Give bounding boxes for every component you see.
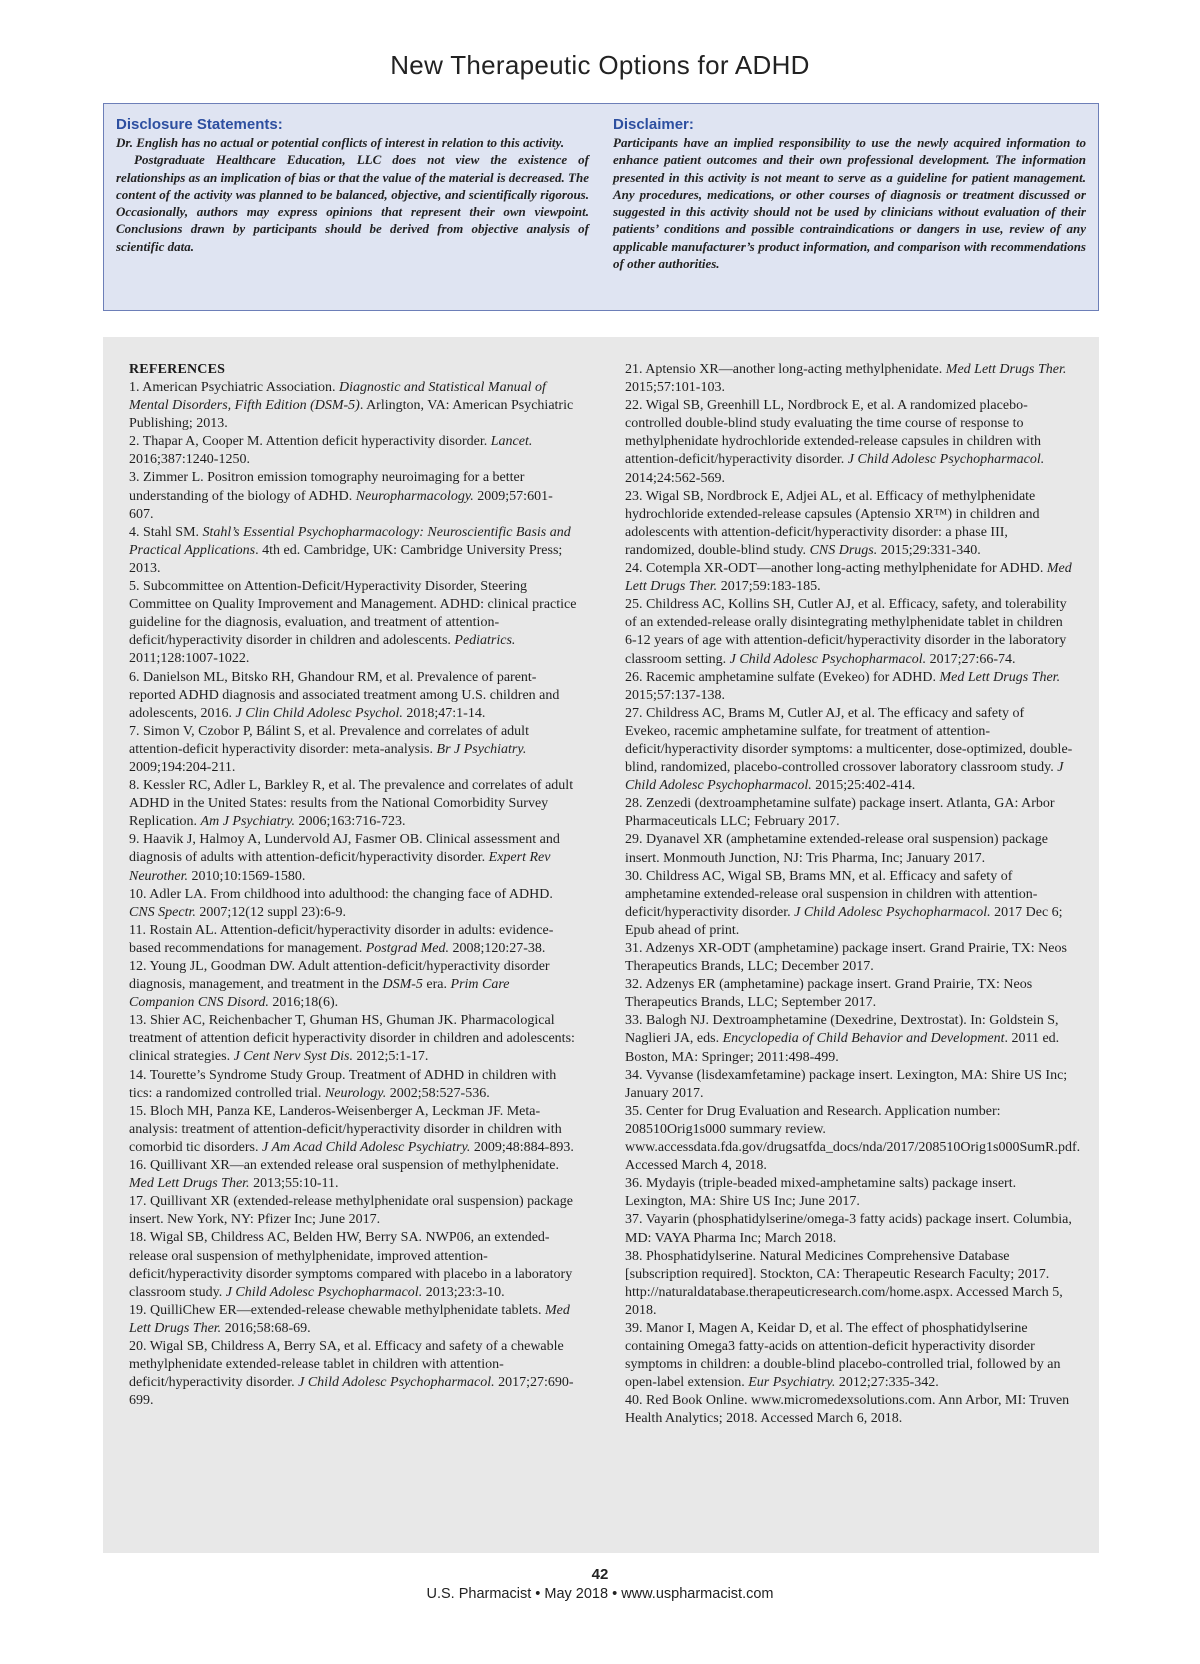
disclaimer (601, 116, 1086, 300)
reference-text: 2014;24:562-569. (625, 470, 725, 486)
reference-item (129, 379, 577, 433)
reference-journal: Neuropharmacology. (355, 488, 474, 504)
reference-item (625, 1067, 1073, 1103)
reference-journal: Am J Psychiatry. (200, 814, 296, 830)
references-heading: REFERENCES (129, 362, 226, 377)
reference-item (625, 868, 1073, 940)
reference-item (625, 1103, 1081, 1175)
footer: U.S. Pharmacist • May 2018 • www.uspharmacist.com (426, 1586, 774, 1602)
reference-text: 22. Wigal SB, Greenhill LL, Nordbrock E, et al. A randomized placebo-controlled double-blind study evaluating the time course of response to methylphenidate hydrochloride extended-release capsules in children with attention-deficit/hyperactivity disorder. (625, 398, 1041, 468)
disclosure-paragraph-2: Postgraduate Healthcare Education, LLC does not view the existence of relationships as an implication of bias or that the value of the material is decreased. The content of the activity was planned to be balanced, objective, and scientifically rigorous. Occasionally, authors may express opinions that represent their own viewpoint. Conclusions drawn by participants should be derived from objective analysis of scientific data. (116, 152, 589, 254)
page-number: 42 (591, 1566, 609, 1583)
reference-text: 2017 Dec 6; Epub ahead of print. (625, 904, 1063, 938)
reference-item (625, 705, 1073, 795)
reference-journal: CNS Drugs. (809, 542, 878, 558)
reference-item (625, 795, 1073, 831)
reference-text: 40. Red Book Online. www.micromedexsolutions.com. Ann Arbor, MI: Truven Health Analytics; 2018. Accessed March 6, 2018. (625, 1393, 1070, 1427)
reference-text: 2009;194:204-211. (129, 759, 236, 775)
reference-text: 12. Young JL, Goodman DW. Adult attention-deficit/hyperactivity disorder diagnosis, management, and treatment in the (129, 959, 550, 993)
reference-text: 13. Shier AC, Reichenbacher T, Ghuman HS, Ghuman JK. Pharmacological treatment of attention deficit hyperactivity disorder in children and adolescents: clinical strategies. (129, 1013, 575, 1065)
disclosure-heading: Disclosure Statements: (116, 116, 283, 133)
reference-item (625, 831, 1073, 867)
reference-journal: Med Lett Drugs Ther. (129, 1302, 570, 1336)
reference-item (129, 831, 577, 885)
reference-item (625, 1392, 1073, 1428)
reference-text: 38. Phosphatidylserine. Natural Medicines Comprehensive Database [subscription required]. Stockton, CA: Therapeutic Research Faculty; 2017. http://naturaldatabase.therapeuticresearch.com/home.aspx. Accessed March 5, 2018. (625, 1248, 1063, 1318)
reference-item (625, 976, 1073, 1012)
reference-item (129, 433, 577, 469)
reference-journal: Postgrad Med. (365, 940, 449, 956)
reference-journal: DSM-5 (382, 977, 423, 993)
reference-journal: Med Lett Drugs Ther. (625, 561, 1072, 595)
reference-text: 2006;163:716-723. (295, 814, 406, 830)
reference-journal: Med Lett Drugs Ther. (129, 1176, 250, 1192)
reference-text: 2009;48:884-893. (470, 1139, 574, 1155)
reference-text: 35. Center for Drug Evaluation and Research. Application number: 208510Orig1s000 summary review. www.accessdata.fda.gov/drugsatfda_docs/nda/2017/208510Orig1s000SumR.pdf. Accessed March 4, 2018. (625, 1103, 1081, 1174)
reference-item (129, 1067, 577, 1103)
disclosure-statements (116, 116, 601, 300)
reference-journal: Expert Rev Neurother. (129, 850, 551, 884)
reference-journal: Eur Psychiatry. (748, 1375, 836, 1391)
reference-text: 2012;5:1-17. (352, 1049, 429, 1065)
reference-text: 32. Adzenys ER (amphetamine) package insert. Grand Prairie, TX: Neos Therapeutics Brands, LLC; September 2017. (625, 977, 1033, 1011)
reference-text: 23. Wigal SB, Nordbrock E, Adjei AL, et al. Efficacy of methylphenidate hydrochloride extended-release capsules (Aptensio XR™) in children and adolescents with attention-deficit/hyperactivity disorder: a phase III, randomized, double-blind study. (625, 488, 1040, 558)
reference-journal: Diagnostic and Statistical Manual of Mental Disorders, Fifth Edition (DSM-5) (129, 380, 546, 414)
reference-text: 25. Childress AC, Kollins SH, Cutler AJ, et al. Efficacy, safety, and tolerability of an extended-release orally disintegrating methylphenidate tablet in children 6-12 years of age with attention-deficit/hyperactivity disorder in the laboratory classroom setting. (625, 597, 1067, 667)
reference-item (129, 524, 577, 578)
reference-text: 39. Manor I, Magen A, Keidar D, et al. The effect of phosphatidylserine containing Omega3 fatty-acids on attention-deficit hyperactivity disorder symptoms in children: a double-blind placebo-controlled trial, followed by an open-label extension. (625, 1320, 1061, 1391)
reference-text: 2016;387:1240-1250. (129, 452, 250, 468)
reference-text: 2017;27:690-699. (129, 1375, 574, 1409)
reference-journal: J Child Adolesc Psychopharmacol. (298, 1375, 495, 1391)
reference-journal: J Am Acad Child Adolesc Psychiatry. (261, 1139, 471, 1155)
reference-item (129, 958, 577, 1012)
reference-text: 17. Quillivant XR (extended-release methylphenidate oral suspension) package insert. New York, NY: Pfizer Inc; June 2017. (129, 1194, 573, 1228)
reference-text: 24. Cotempla XR-ODT—another long-acting methylphenidate for ADHD. (625, 561, 1047, 577)
reference-text: 2010;10:1569-1580. (187, 868, 306, 884)
reference-text: 2015;25:402-414. (811, 778, 916, 794)
disclaimer-heading: Disclaimer: (613, 116, 694, 133)
references-column-right (601, 361, 1081, 1553)
reference-text: 4. Stahl SM. (129, 524, 203, 540)
reference-text: 2007;12(12 suppl 23):6-9. (195, 904, 346, 920)
reference-text: 2016;18(6). (268, 995, 339, 1011)
reference-journal: Neurology. (324, 1085, 387, 1101)
reference-item (129, 1338, 577, 1410)
reference-journal: Med Lett Drugs Ther. (945, 362, 1067, 377)
reference-text: 2013;23:3-10. (422, 1284, 505, 1300)
reference-text: 19. QuilliChew ER—extended-release chewable methylphenidate tablets. (129, 1302, 545, 1318)
reference-text: 28. Zenzedi (dextroamphetamine sulfate) package insert. Atlanta, GA: Arbor Pharmaceuticals LLC; February 2017. (625, 796, 1055, 830)
reference-journal: J Child Adolesc Psychopharmacol. (847, 452, 1045, 468)
reference-text: 14. Tourette’s Syndrome Study Group. Treatment of ADHD in children with tics: a randomized controlled trial. (129, 1067, 557, 1101)
reference-journal: Stahl’s Essential Psychopharmacology: Neuroscientific Basis and Practical Applications (129, 524, 571, 558)
reference-journal: J Cent Nerv Syst Dis. (233, 1049, 353, 1065)
reference-text: 27. Childress AC, Brams M, Cutler AJ, et al. The efficacy and safety of Evekeo, racemic amphetamine sulfate, for treatment of attention-deficit/hyperactivity disorder symptoms: a multicenter, dose-optimized, double-blind, randomized, placebo-controlled crossover laboratory classroom study. (625, 705, 1073, 776)
reference-item (129, 1012, 577, 1066)
reference-item (129, 469, 577, 523)
reference-text: 11. Rostain AL. Attention-deficit/hyperactivity disorder in adults: evidence-based recommendations for management. (129, 922, 554, 956)
reference-journal: J Child Adolesc Psychopharmacol. (729, 651, 927, 667)
disclosure-box (103, 103, 1099, 311)
reference-journal: Br J Psychiatry. (436, 741, 527, 757)
reference-text: 21. Aptensio XR—another long-acting methylphenidate. (625, 362, 946, 377)
reference-text: 2015;57:137-138. (625, 687, 725, 703)
reference-text: 2018;47:1-14. (402, 705, 486, 721)
reference-item (625, 1012, 1073, 1066)
reference-text: 8. Kessler RC, Adler L, Barkley R, et al. The prevalence and correlates of adult ADHD in the United States: results from the National Comorbidity Survey Replication. (129, 778, 574, 830)
reference-item (129, 578, 577, 668)
reference-item (129, 1157, 577, 1193)
reference-item (625, 1320, 1073, 1392)
reference-text: 15. Bloch MH, Panza KE, Landeros-Weisenberger A, Leckman JF. Meta-analysis: treatment of attention-deficit/hyperactivity disorder in children with comorbid tic disorders. (129, 1103, 562, 1155)
reference-text: 33. Balogh NJ. Dextroamphetamine (Dexedrine, Dextrostat). In: Goldstein S, Naglieri JA, eds. (625, 1013, 1059, 1047)
disclosure-paragraph-1: Dr. English has no actual or potential conflicts of interest in relation to this activity. (116, 135, 565, 150)
reference-item (129, 669, 577, 723)
reference-item (625, 940, 1073, 976)
reference-item (129, 723, 577, 777)
reference-item (129, 1103, 577, 1157)
reference-item (129, 1302, 577, 1338)
reference-text: 7. Simon V, Czobor P, Bálint S, et al. Prevalence and correlates of adult attention-deficit hyperactivity disorder: meta-analysis. (129, 723, 529, 757)
reference-text: 2015;57:101-103. (625, 380, 725, 396)
page-title: New Therapeutic Options for ADHD (390, 50, 810, 80)
reference-journal: J Child Adolesc Psychopharmacol. (794, 904, 991, 920)
reference-item (625, 488, 1073, 560)
reference-text: 2. Thapar A, Cooper M. Attention deficit hyperactivity disorder. (129, 434, 491, 450)
reference-text: 37. Vayarin (phosphatidylserine/omega-3 fatty acids) package insert. Columbia, MD: VAYA Pharma Inc; March 2018. (625, 1212, 1072, 1246)
reference-text: 2017;59:183-185. (717, 579, 821, 595)
reference-text: 2011;128:1007-1022. (129, 651, 250, 667)
reference-journal: Lancet. (490, 434, 533, 450)
reference-journal: CNS Spectr. (129, 904, 196, 920)
reference-journal: Encyclopedia of Child Behavior and Development (722, 1031, 1005, 1047)
reference-text: . 4th ed. Cambridge, UK: Cambridge University Press; 2013. (129, 542, 563, 576)
reference-text: 36. Mydayis (triple-beaded mixed-amphetamine salts) package insert. Lexington, MA: Shire US Inc; June 2017. (625, 1176, 1017, 1210)
reference-item (625, 361, 1073, 397)
reference-text: . 2011 ed. Boston, MA: Springer; 2011:498-499. (625, 1031, 1060, 1065)
reference-text: 2016;58:68-69. (221, 1320, 311, 1336)
reference-text: 30. Childress AC, Wigal SB, Brams MN, et al. Efficacy and safety of amphetamine extended-release oral suspension in children with attention-deficit/hyperactivity disorder. (625, 868, 1038, 920)
references-column-left (129, 361, 601, 1553)
reference-text: 31. Adzenys XR-ODT (amphetamine) package insert. Grand Prairie, TX: Neos Therapeutics Brands, LLC; December 2017. (625, 941, 1067, 975)
reference-item (129, 1229, 577, 1301)
reference-item (625, 397, 1073, 487)
reference-item (129, 1193, 577, 1229)
reference-text: 2008;120:27-38. (448, 940, 546, 956)
reference-text: 2009;57:601-607. (129, 488, 553, 522)
reference-journal: J Child Adolesc Psychopharmacol. (625, 760, 1064, 794)
reference-text: 6. Danielson ML, Bitsko RH, Ghandour RM, et al. Prevalence of parent-reported ADHD diagnosis and associated treatment among U.S. children and adolescents, 2016. (129, 669, 560, 721)
reference-text: 1. American Psychiatric Association. (129, 380, 339, 395)
reference-item (625, 1211, 1073, 1247)
reference-journal: Prim Care Companion CNS Disord. (129, 977, 510, 1011)
reference-text: 2017;27:66-74. (926, 651, 1016, 667)
reference-item (129, 886, 577, 922)
reference-text: 20. Wigal SB, Childress A, Berry SA, et al. Efficacy and safety of a chewable methylphenidate extended-release tablet in children with attention-deficit/hyperactivity disorder. (129, 1338, 564, 1391)
reference-text: 29. Dyanavel XR (amphetamine extended-release oral suspension) package insert. Monmouth Junction, NJ: Tris Pharma, Inc; January 2017. (625, 832, 1048, 866)
reference-text: 2013;55:10-11. (249, 1176, 339, 1192)
reference-journal: J Clin Child Adolesc Psychol. (235, 705, 403, 721)
disclaimer-text: Participants have an implied responsibility to use the newly acquired information to enhance patient outcomes and their own professional development. The information presented in this activity is not meant to serve as a guideline for patient management. Any procedures, medications, or other courses of diagnosis or treatment discussed or suggested in this activity should not be used by clinicians without evaluation of their patients’ conditions and possible contraindications or dangers in use, review of any applicable manufacturer’s product information, and comparison with recommendations of other authorities. (613, 135, 1086, 272)
reference-item (625, 1175, 1073, 1211)
reference-text: era. (422, 977, 451, 993)
reference-text: 9. Haavik J, Halmoy A, Lundervold AJ, Fasmer OB. Clinical assessment and diagnosis of adults with attention-deficit/hyperactivity disorder. (129, 832, 560, 866)
reference-journal: J Child Adolesc Psychopharmacol. (225, 1284, 423, 1300)
reference-text: 2012;27:335-342. (835, 1375, 939, 1391)
reference-text: 34. Vyvanse (lisdexamfetamine) package insert. Lexington, MA: Shire US Inc; January 2017. (625, 1067, 1068, 1101)
reference-item (625, 560, 1073, 596)
reference-item (625, 669, 1073, 705)
reference-item (129, 922, 577, 958)
reference-text: 5. Subcommittee on Attention-Deficit/Hyperactivity Disorder, Steering Committee on Quality Improvement and Management. ADHD: clinical practice guideline for the diagnosis, evaluation, and treatment of attention-deficit/hyperactivity disorder in children and adolescents. (129, 579, 577, 649)
reference-text: 2015;29:331-340. (877, 542, 981, 558)
reference-text: 18. Wigal SB, Childress AC, Belden HW, Berry SA. NWP06, an extended-release oral suspension of methylphenidate, improved attention-deficit/hyperactivity disorder symptoms compared with placebo in a laboratory classroom study. (129, 1230, 573, 1300)
references-box (103, 337, 1099, 1553)
reference-text: 3. Zimmer L. Positron emission tomography neuroimaging for a better understanding of the biology of ADHD. (129, 470, 525, 504)
reference-text: . Arlington, VA: American Psychiatric Publishing; 2013. (129, 398, 574, 432)
reference-text: 26. Racemic amphetamine sulfate (Evekeo) for ADHD. (625, 669, 940, 685)
reference-item (625, 596, 1073, 668)
reference-text: 10. Adler LA. From childhood into adulthood: the changing face of ADHD. (129, 886, 553, 902)
reference-item (625, 1248, 1073, 1320)
reference-item (129, 777, 577, 831)
reference-text: 16. Quillivant XR—an extended release oral suspension of methylphenidate. (129, 1158, 560, 1174)
reference-journal: Med Lett Drugs Ther. (939, 669, 1061, 685)
reference-text: 2002;58:527-536. (386, 1085, 490, 1101)
reference-journal: Pediatrics. (454, 633, 516, 649)
